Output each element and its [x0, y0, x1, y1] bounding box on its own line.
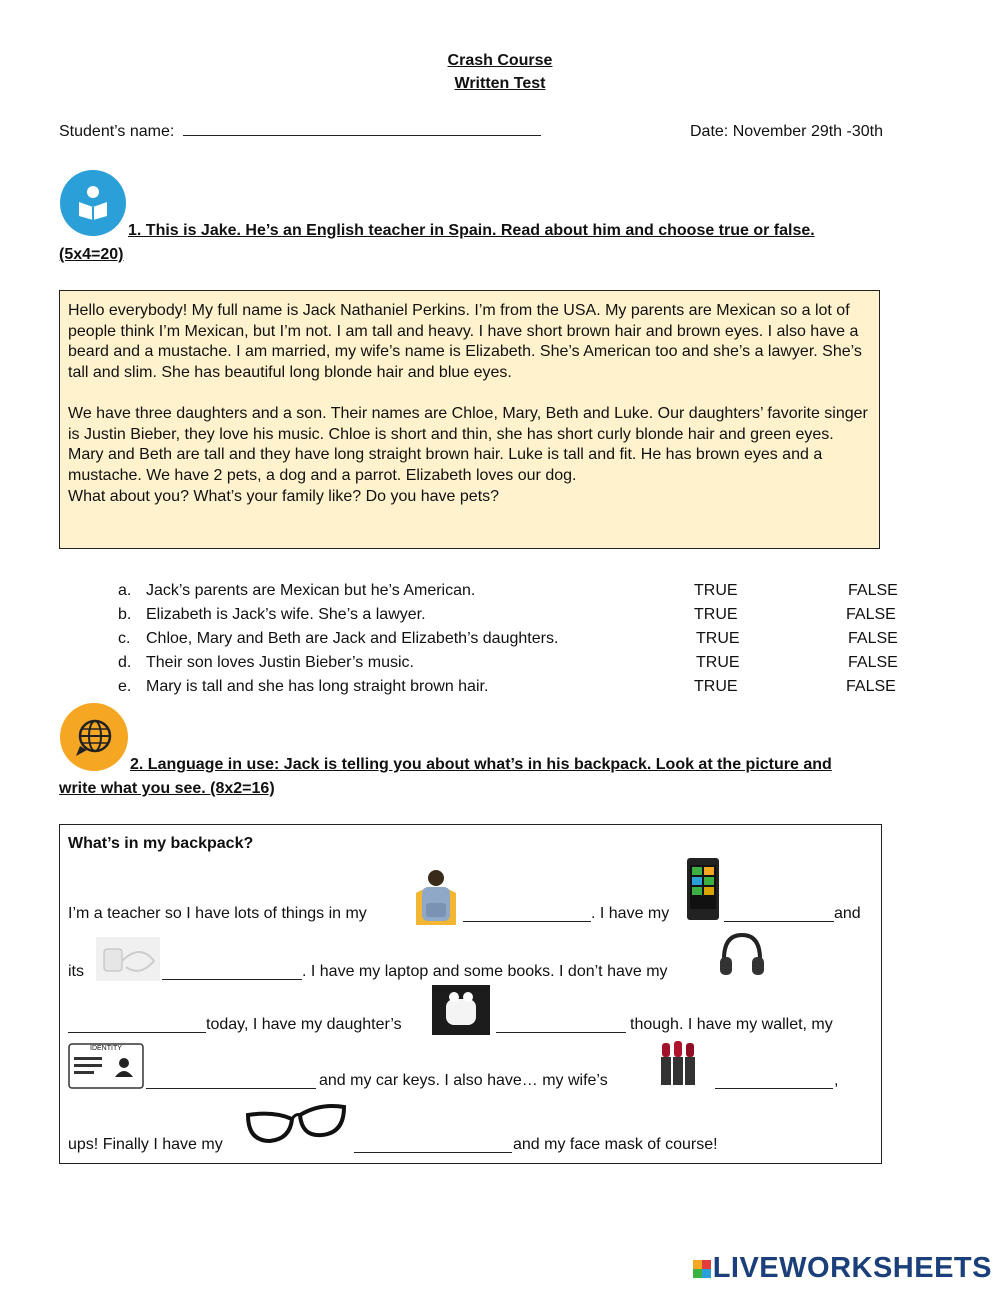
backpack-text: . I have my: [591, 905, 670, 922]
backpack-text: and my face mask of course!: [513, 1136, 718, 1153]
passage-paragraph-2: We have three daughters and a son. Their names are Chloe, Mary, Beth and Luke. Our daughters’ favorite singer is Justin Bieber, they love his music. Chloe is short and thin, she has short curly blonde hair and green eyes. Mary and Beth are tall and they have long straight brown hair. Luke is tall and fit. He has brown eyes and a mustache. We have 2 pets, a dog and a parrot. Elizabeth loves our dog.: [68, 404, 868, 484]
false-option[interactable]: FALSE: [848, 582, 898, 599]
lipstick-answer-field[interactable]: [715, 1072, 833, 1089]
id-card-answer-field[interactable]: [146, 1072, 316, 1089]
id-card-picture: [68, 1043, 144, 1089]
backpack-text: today, I have my daughter’s: [206, 1016, 402, 1033]
student-name-row: [59, 123, 541, 141]
question-1-text: 1. This is Jake. He’s an English teacher in Spain. Read about him and choose true or false.: [128, 222, 815, 239]
worksheet-title: Crash Course: [447, 52, 553, 69]
true-option[interactable]: TRUE: [694, 606, 738, 623]
backpack-text: its: [68, 963, 84, 980]
footer-brand: LIVEWORKSHEETS: [712, 1252, 992, 1284]
earbuds-picture: [432, 985, 490, 1035]
passage-paragraph-3: What about you? What’s your family like? Do you have pets?: [68, 487, 500, 505]
true-option[interactable]: TRUE: [696, 654, 740, 671]
lipstick-picture: [656, 1039, 704, 1089]
backpack-text: ups! Finally I have my: [68, 1136, 223, 1153]
headphones-picture: [716, 929, 768, 981]
liveworksheets-logo: [693, 1252, 992, 1285]
question-2-text: 2. Language in use: Jack is telling you about what’s in his backpack. Look at the picture and: [130, 756, 832, 773]
charger-picture: [96, 937, 160, 981]
backpack-text: and: [834, 905, 861, 922]
statement-row: a. Jack’s parents are Mexican but he’s American. TRUE FALSE: [118, 582, 898, 599]
question-2-heading: [59, 753, 929, 801]
passage-paragraph-1: Hello everybody! My full name is Jack Nathaniel Perkins. I’m from the USA. My parents are Mexican so a lot of people think I’m Mexican, but I’m not. I am tall and heavy. I have short brown hair and brown eyes. I also have a beard and a mustache. I am married, my wife’s name is Elizabeth. She’s American too and she’s a lawyer. She’s tall and slim. She has beautiful long blonde hair and blue eyes.: [68, 302, 862, 382]
worksheet-subtitle: Written Test: [454, 75, 546, 92]
backpack-picture: [410, 869, 462, 925]
statement-row: d. Their son loves Justin Bieber’s music. TRUE FALSE: [118, 654, 898, 671]
backpack-text: and my car keys. I also have… my wife’s: [319, 1072, 608, 1089]
true-option[interactable]: TRUE: [696, 630, 740, 647]
headphones-answer-field[interactable]: [68, 1016, 206, 1033]
statement-row: c. Chloe, Mary and Beth are Jack and Elizabeth’s daughters. TRUE FALSE: [118, 630, 898, 647]
charger-answer-field[interactable]: [162, 963, 302, 980]
statement-row: e. Mary is tall and she has long straight brown hair. TRUE FALSE: [118, 678, 896, 695]
phone-picture: [686, 857, 720, 921]
backpack-text: . I have my laptop and some books. I don’t have my: [302, 963, 668, 980]
backpack-answer-field[interactable]: [463, 905, 591, 922]
question-1-points: (5x4=20): [59, 246, 124, 263]
reading-passage: [59, 290, 880, 549]
date-label: Date: November 29th -30th: [690, 123, 883, 140]
backpack-text: I’m a teacher so I have lots of things in my: [68, 905, 367, 922]
backpack-box: [59, 824, 882, 1164]
question-1-heading: [59, 219, 919, 267]
question-2-text-cont: write what you see. (8x2=16): [59, 780, 275, 797]
glasses-picture: [244, 1095, 348, 1149]
statement-row: b. Elizabeth is Jack’s wife. She’s a lawyer. TRUE FALSE: [118, 606, 896, 623]
statement-text: Chloe, Mary and Beth are Jack and Elizabeth’s daughters.: [146, 630, 559, 647]
logo-mark-icon: [693, 1260, 711, 1278]
statement-text: Elizabeth is Jack’s wife. She’s a lawyer.: [146, 606, 426, 623]
false-option[interactable]: FALSE: [848, 630, 898, 647]
student-name-label: Student’s name:: [59, 123, 175, 140]
true-option[interactable]: TRUE: [694, 678, 738, 695]
statement-text: Jack’s parents are Mexican but he’s American.: [146, 582, 476, 599]
student-name-field[interactable]: [183, 135, 541, 136]
false-option[interactable]: FALSE: [848, 654, 898, 671]
true-option[interactable]: TRUE: [694, 582, 738, 599]
statement-text: Mary is tall and she has long straight brown hair.: [146, 678, 489, 695]
backpack-text: though. I have my wallet, my: [630, 1016, 833, 1033]
backpack-box-title: What’s in my backpack?: [68, 835, 254, 852]
phone-answer-field[interactable]: [724, 905, 834, 922]
statement-text: Their son loves Justin Bieber’s music.: [146, 654, 414, 671]
glasses-answer-field[interactable]: [354, 1136, 512, 1153]
false-option[interactable]: FALSE: [846, 678, 896, 695]
backpack-text: ,: [834, 1072, 839, 1089]
false-option[interactable]: FALSE: [846, 606, 896, 623]
earbuds-answer-field[interactable]: [496, 1016, 626, 1033]
id-card-label: IDENTITY: [90, 1045, 122, 1052]
